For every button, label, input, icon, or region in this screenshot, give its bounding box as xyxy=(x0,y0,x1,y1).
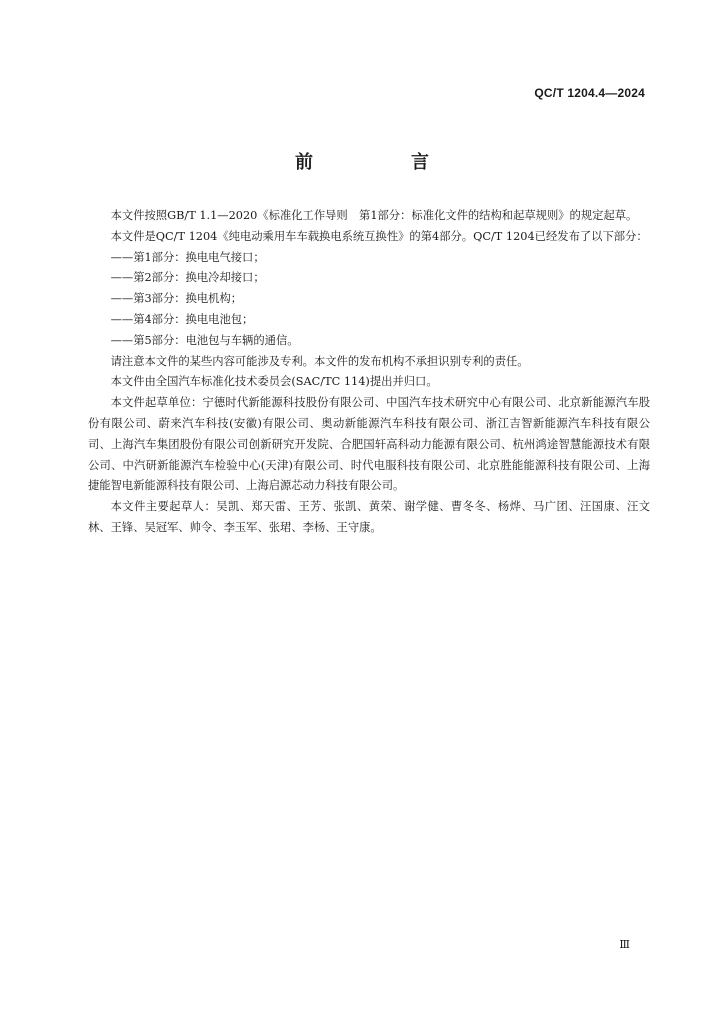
list-item-part-1: ——第1部分：换电电气接口； xyxy=(110,250,265,264)
page-title: 前 言 xyxy=(295,152,469,173)
list-item-part-3: ——第3部分：换电机构； xyxy=(110,292,243,306)
document-code: QC/T 1204.4—2024 xyxy=(534,86,645,100)
paragraph-drafting-units: 本文件起草单位：宁德时代新能源科技股份有限公司、中国汽车技术研究中心有限公司、北京新能源汽车股份有限公司、蔚来汽车科技(安徽)有限公司、奥动新能源汽车科技有限公司、浙江吉智新能源汽车科技有限公司、上海汽车集团股份有限公司创新研究开发院、合肥国轩高科动力能源有限公司、杭州鸿途智慧能源技术有限公司、中汽研新能源汽车检验中心(天津)有限公司、时代电服科技有限公司、北京胜能能源科技有限公司、上海捷能智电新能源科技有限公司、上海启源芯动力科技有限公司。 xyxy=(88,396,650,493)
list-item-part-2: ——第2部分：换电冷却接口； xyxy=(110,271,265,285)
paragraph-patent-notice: 请注意本文件的某些内容可能涉及专利。本文件的发布机构不承担识别专利的责任。 xyxy=(110,354,529,368)
paragraph-drafting-rules: 本文件按照GB/T 1.1—2020《标准化工作导则 第1部分：标准化文件的结构和起草规则》的规定起草。 xyxy=(110,209,638,222)
list-item-part-5: ——第5部分：电池包与车辆的通信。 xyxy=(110,333,299,347)
list-item-part-4: ——第4部分：换电电池包； xyxy=(110,312,254,326)
paragraph-series-parts: 本文件是QC/T 1204《纯电动乘用车车载换电系统互换性》的第4部分。QC/T 1204已经发布了以下部分： xyxy=(110,229,648,243)
paragraph-drafters: 本文件主要起草人：吴凯、郑天雷、王芳、张凯、黄荣、谢学健、曹冬冬、杨烨、马广团、汪国康、汪文林、王锋、吴冠军、帅令、李玉军、张珺、李杨、王守康。 xyxy=(88,500,650,534)
page-number: Ⅲ xyxy=(619,938,630,951)
foreword-body xyxy=(88,206,650,539)
paragraph-proposer: 本文件由全国汽车标准化技术委员会(SAC/TC 114)提出并归口。 xyxy=(110,375,438,389)
